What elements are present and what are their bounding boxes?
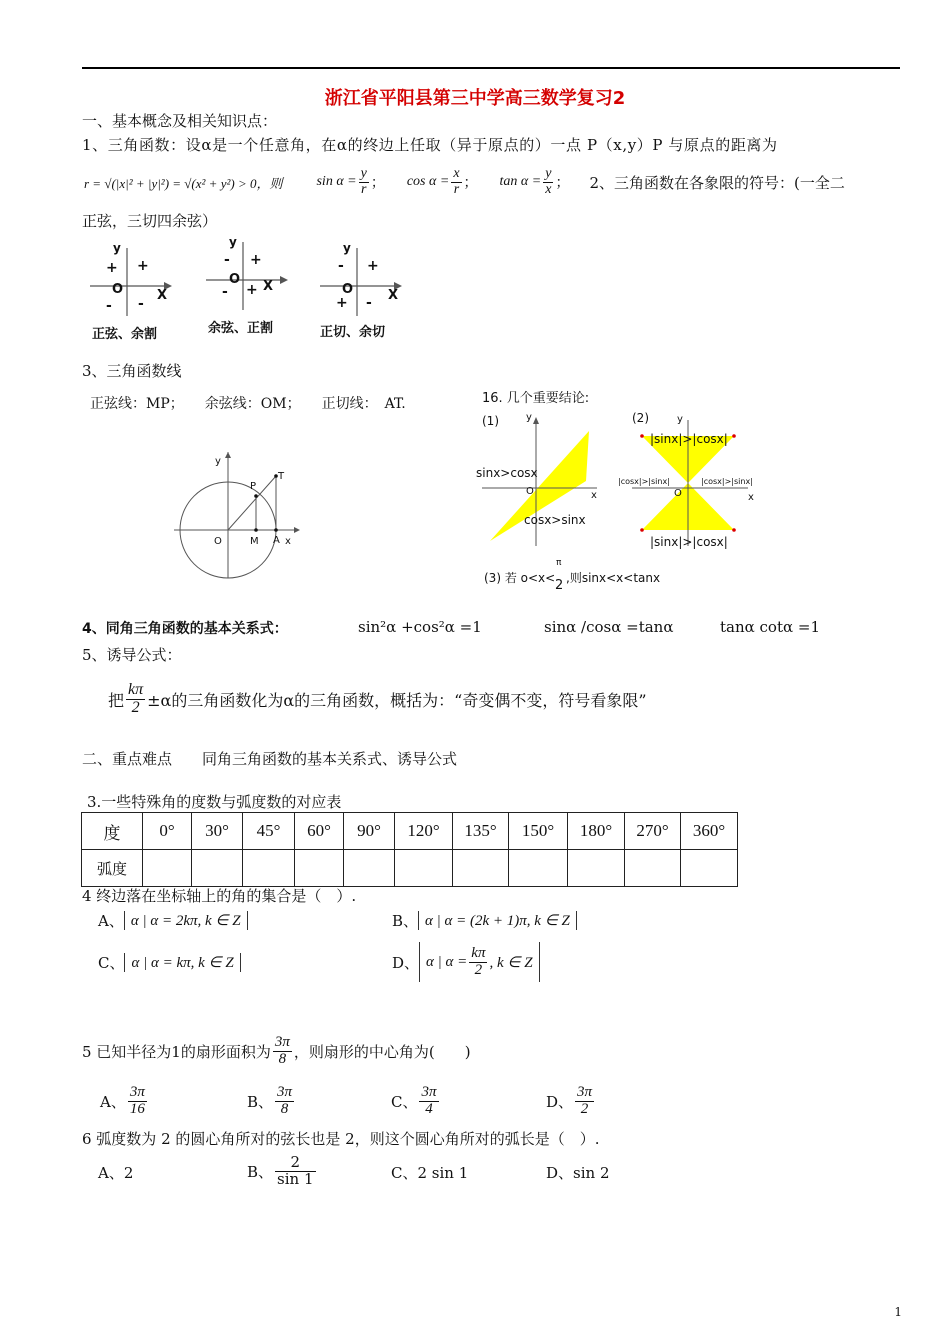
point-m-label: M <box>250 536 259 547</box>
option-label: C、 <box>98 954 125 972</box>
point-t-label: T <box>278 471 285 482</box>
identity-reciprocal: tanα cotα =1 <box>720 618 820 636</box>
axis-x-label: x <box>748 492 754 503</box>
sign-q4: - <box>138 296 144 312</box>
conclusion-3 <box>484 558 660 593</box>
option-fraction <box>275 1152 315 1188</box>
quadrant-caption-tangent: 正切、余切 <box>320 325 386 340</box>
question-4-option-a[interactable] <box>98 910 248 931</box>
option-fraction <box>128 1085 147 1118</box>
question-5-option-c[interactable] <box>391 1078 441 1124</box>
cos-definition-lhs: cos α = <box>406 174 450 189</box>
axis-x-label: X <box>157 288 168 303</box>
quadrant-diagram-tangent <box>320 241 402 340</box>
sin-numerator: y <box>360 165 367 181</box>
sign-q3: - <box>106 298 112 314</box>
sign-q3: - <box>222 284 228 300</box>
section-1-heading: 一、基本概念及相关知识点： <box>82 112 278 130</box>
label-sinx-gt-cosx: sinx>cosx <box>476 466 538 480</box>
question-5-option-b[interactable] <box>247 1078 296 1124</box>
table-cell[interactable] <box>192 850 243 887</box>
induction-prefix: 把 <box>108 690 125 710</box>
question-6-option-b[interactable] <box>247 1148 318 1194</box>
option-denominator: 8 <box>280 1100 289 1117</box>
option-d-numerator: kπ <box>471 944 486 961</box>
table-cell: 90° <box>344 813 395 850</box>
table-cell: 60° <box>295 813 344 850</box>
axis-y-label: y <box>229 238 237 249</box>
option-denominator: 2 <box>580 1100 589 1117</box>
option-label: A、 <box>100 1092 126 1111</box>
table-row <box>82 813 738 850</box>
induction-formula <box>108 676 647 722</box>
option-d-suffix: , k ∈ Z <box>489 954 533 971</box>
question-5-numerator: 3π <box>274 1033 290 1050</box>
option-numerator: 3π <box>577 1083 593 1100</box>
conclusion-3-suffix: ,则sinx<x<tanx <box>566 571 661 585</box>
quadrant-diagram-sine <box>90 241 172 342</box>
sign-q4: - <box>366 295 372 311</box>
question-6-stem: 6 弧度数为 2 的圆心角所对的弦长也是 2，则这个圆心角所对的弧长是（ ）. <box>82 1130 600 1148</box>
option-numerator: 3π <box>421 1083 437 1100</box>
option-d-fraction <box>469 946 487 979</box>
conclusion-2-diagram <box>618 414 754 549</box>
table-cell: 180° <box>568 813 625 850</box>
axis-y-label: y <box>113 241 121 255</box>
table-row-head: 弧度 <box>82 850 143 887</box>
question-6-option-c[interactable]: C、2 sin 1 <box>391 1164 469 1182</box>
item-2-intro: 2、三角函数在各象限的符号：(一全二 <box>589 173 845 192</box>
option-denominator: 16 <box>129 1100 145 1117</box>
table-row <box>82 850 738 887</box>
option-c-set: α | α = kπ, k ∈ Z <box>124 953 240 972</box>
sin-definition-lhs: sin α = <box>316 174 357 189</box>
point-o-label: O <box>214 536 222 547</box>
table-cell[interactable] <box>344 850 395 887</box>
axis-y-label: y <box>526 412 532 423</box>
table-cell[interactable] <box>295 850 344 887</box>
option-denominator: sin 1 <box>277 1169 314 1188</box>
table-cell: 45° <box>243 813 295 850</box>
tan-fraction <box>543 167 553 197</box>
question-3-caption: 3.一些特殊角的度数与弧度数的对应表 <box>87 793 342 811</box>
sign-q4: + <box>246 282 258 298</box>
identity-pythagorean: sin²α +cos²α =1 <box>358 618 482 636</box>
origin-label: O <box>342 282 354 297</box>
tan-denominator: x <box>545 181 552 197</box>
question-5-denominator: 8 <box>278 1050 287 1067</box>
question-4-option-c[interactable] <box>98 952 241 973</box>
point-a-label: A <box>273 535 280 546</box>
table-cell[interactable] <box>143 850 192 887</box>
item-1-text: 1、三角函数：设α是一个任意角，在α的终边上任取（异于原点的）一点 P（x,y）P 与原点的距离为 <box>82 136 778 154</box>
sign-q1: + <box>367 258 379 274</box>
option-label: B、 <box>247 1162 274 1181</box>
question-6-option-a[interactable]: A、2 <box>98 1164 134 1182</box>
induction-rule: ±α的三角函数化为α的三角函数，概括为：“奇变偶不变，符号看象限” <box>147 690 647 710</box>
table-cell: 0° <box>143 813 192 850</box>
separator: ； <box>555 175 570 191</box>
conclusions-diagrams <box>472 384 772 594</box>
sign-q3: + <box>336 295 348 311</box>
table-cell[interactable] <box>625 850 681 887</box>
item-2-continuation: 正弦，三切四余弦） <box>82 212 218 230</box>
label-abs-cos-gt-sin-right: |cosx|>|sinx| <box>701 477 753 486</box>
option-fraction <box>419 1085 438 1118</box>
table-cell: 270° <box>625 813 681 850</box>
sign-q2: - <box>338 258 344 274</box>
option-label: D、 <box>392 953 420 972</box>
question-4-stem: 4 终边落在坐标轴上的角的集合是（ ）. <box>82 887 357 905</box>
quadrant-caption-cosine: 余弦、正割 <box>208 321 274 336</box>
point-p-label: P <box>250 481 257 492</box>
option-label: C、 <box>391 1092 418 1111</box>
option-numerator: 2 <box>275 1155 315 1172</box>
sign-q2: - <box>224 252 230 268</box>
question-5-fraction <box>273 1035 292 1068</box>
origin-label: O <box>674 488 682 499</box>
table-row-head: 度 <box>82 813 143 850</box>
axis-x-label: X <box>388 288 399 303</box>
table-cell[interactable] <box>568 850 625 887</box>
conclusion-3-two: 2 <box>555 578 564 593</box>
question-5-suffix: ，则扇形的中心角为( ) <box>293 1042 471 1061</box>
option-numerator: 3π <box>129 1083 145 1100</box>
option-denominator: 4 <box>425 1100 433 1117</box>
item-5-heading: 5、诱导公式： <box>82 646 182 664</box>
unit-circle-diagram <box>170 448 310 580</box>
table-cell: 30° <box>192 813 243 850</box>
option-d-set <box>419 942 540 982</box>
conclusion-1-label: (1) <box>482 414 499 428</box>
axis-x-label: X <box>263 279 274 294</box>
table-cell[interactable] <box>681 850 738 887</box>
option-d-prefix: α | α = <box>426 953 468 970</box>
item-3-heading: 3、三角函数线 <box>82 362 182 380</box>
cos-fraction <box>451 167 461 197</box>
label-abs-sin-gt-cos-top: |sinx|>|cosx| <box>650 432 728 446</box>
header-rule <box>82 67 900 69</box>
induction-denominator: 2 <box>131 698 140 716</box>
option-label: D、 <box>546 1092 574 1111</box>
table-cell: 150° <box>509 813 568 850</box>
question-4-option-d[interactable] <box>392 940 540 984</box>
item-4-label: 4、同角三角函数的基本关系式： <box>82 621 288 637</box>
sin-denominator: r <box>361 181 367 197</box>
origin-label: O <box>526 486 534 497</box>
conclusions-heading: 16. 几个重要结论: <box>482 391 590 406</box>
axis-y-label: y <box>677 414 683 425</box>
sign-q1: + <box>137 258 149 274</box>
origin-label: O <box>112 282 124 297</box>
induction-fraction <box>126 682 145 717</box>
table-cell: 120° <box>395 813 453 850</box>
tan-definition-lhs: tan α = <box>499 174 542 189</box>
option-label: B、 <box>247 1092 274 1111</box>
trig-lines-text: 正弦线：MP； 余弦线：OM； 正切线： AT. <box>90 396 406 412</box>
question-5-stem <box>82 1028 471 1074</box>
question-5-option-a[interactable] <box>100 1078 149 1124</box>
degree-radian-table <box>81 812 738 887</box>
option-label: B、 <box>392 912 419 930</box>
tan-numerator: y <box>545 165 552 181</box>
separator: ； <box>463 175 478 191</box>
table-cell[interactable] <box>453 850 509 887</box>
option-fraction <box>575 1085 594 1118</box>
r-definition: r = √(|x|² + |y|²) = √(x² + y²) > 0，则 <box>84 175 283 191</box>
identity-quotient: sinα /cosα =tanα <box>544 618 674 636</box>
quadrant-diagram-cosine <box>206 238 288 336</box>
table-cell: 360° <box>681 813 738 850</box>
axis-x-label: x <box>591 490 597 501</box>
axis-y-label: y <box>215 456 221 467</box>
separator: ； <box>370 175 385 191</box>
conclusion-1-diagram <box>476 412 597 546</box>
table-cell[interactable] <box>509 850 568 887</box>
page-number: 1 <box>894 1305 902 1319</box>
cos-denominator: r <box>453 181 460 197</box>
table-cell[interactable] <box>243 850 295 887</box>
question-5-prefix: 5 已知半径为1的扇形面积为 <box>82 1042 271 1061</box>
question-4-option-b[interactable] <box>392 910 577 931</box>
option-numerator: 3π <box>277 1083 293 1100</box>
label-cosx-gt-sinx: cosx>sinx <box>524 513 586 527</box>
table-cell: 135° <box>453 813 509 850</box>
trig-definitions <box>84 166 845 198</box>
conclusion-2-label: (2) <box>632 411 649 425</box>
conclusion-3-prefix: (3) 若 o<x< <box>484 571 556 585</box>
cos-numerator: x <box>453 165 460 181</box>
option-b-set: α | α = (2k + 1)π, k ∈ Z <box>418 911 577 930</box>
axis-x-label: x <box>285 536 291 547</box>
induction-numerator: kπ <box>128 680 144 698</box>
table-cell[interactable] <box>395 850 453 887</box>
option-label: A、 <box>98 912 124 930</box>
origin-label: O <box>229 272 241 287</box>
quadrant-sign-diagrams <box>80 238 420 348</box>
question-5-option-d[interactable] <box>546 1078 596 1124</box>
document-title: 浙江省平阳县第三中学高三数学复习2 <box>324 88 626 109</box>
sin-fraction <box>359 167 369 197</box>
axis-y-label: y <box>343 241 351 255</box>
option-a-set: α | α = 2kπ, k ∈ Z <box>124 911 248 930</box>
conclusion-3-pi: π <box>556 558 562 568</box>
label-abs-sin-gt-cos-bottom: |sinx|>|cosx| <box>650 535 728 549</box>
label-abs-cos-gt-sin-left: |cosx|>|sinx| <box>618 477 670 486</box>
quadrant-caption-sine: 正弦、余割 <box>92 327 158 342</box>
option-fraction <box>275 1085 294 1118</box>
question-6-option-d[interactable]: D、sin 2 <box>546 1164 610 1182</box>
section-2-heading: 二、重点难点 同角三角函数的基本关系式、诱导公式 <box>82 750 458 768</box>
sign-q2: + <box>106 260 118 276</box>
option-d-denominator: 2 <box>474 961 483 978</box>
sign-q1: + <box>250 252 262 268</box>
